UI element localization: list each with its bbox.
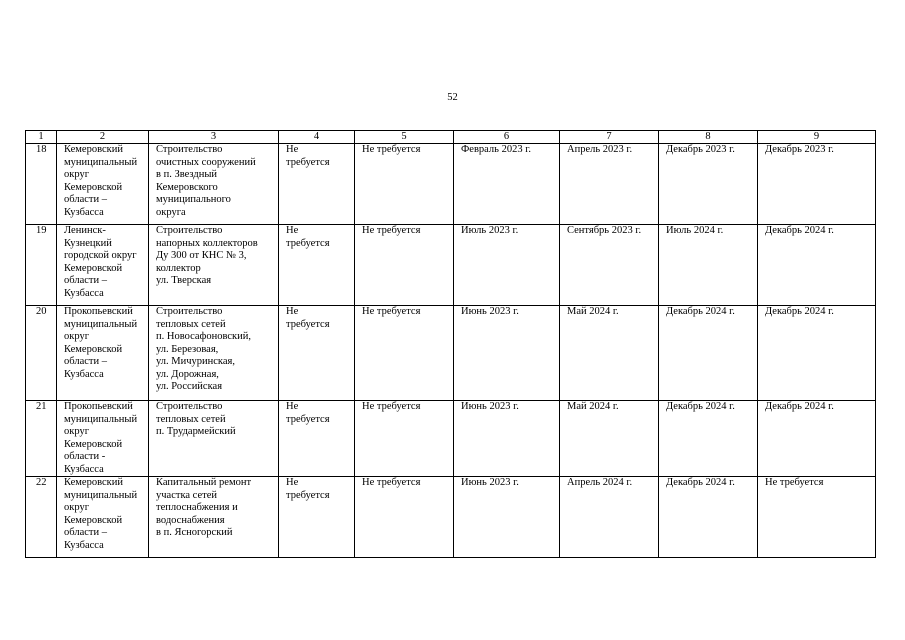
row-number: 21 [36,401,47,412]
col5-text: Не требуется [362,401,421,412]
territory-text: Ленинск- Кузнецкий городской округ Кемеровской области – Кузбасса [64,225,137,299]
col6-cell [454,306,560,401]
col4-cell [279,401,355,477]
table-row [26,477,876,558]
col7-text: Апрель 2024 г. [567,477,633,488]
col4-text: Не требуется [286,401,330,425]
territory-cell [57,477,149,558]
column-header: 7 [560,131,659,144]
col8-text: Декабрь 2024 г. [666,306,735,317]
territory-cell [57,306,149,401]
row-number: 22 [36,477,47,488]
col4-cell [279,477,355,558]
territory-cell [57,144,149,225]
col6-text: Февраль 2023 г. [461,144,531,155]
column-header: 5 [355,131,454,144]
col6-text: Июнь 2023 г. [461,477,519,488]
row-number: 20 [36,306,47,317]
col7-text: Май 2024 г. [567,401,619,412]
col5-text: Не требуется [362,225,421,236]
col9-text: Декабрь 2023 г. [765,144,834,155]
row-number-cell [26,144,57,225]
col9-cell [758,306,876,401]
territory-cell [57,225,149,306]
object-text: Строительство очистных сооружений в п. Звездный Кемеровского муниципального округа [156,144,256,218]
col6-cell [454,144,560,225]
col8-cell [659,225,758,306]
col5-text: Не требуется [362,144,421,155]
territory-cell [57,401,149,477]
col4-cell [279,144,355,225]
col9-cell [758,225,876,306]
col5-text: Не требуется [362,306,421,317]
object-cell [149,477,279,558]
object-cell [149,401,279,477]
col6-text: Июль 2023 г. [461,225,519,236]
object-cell [149,306,279,401]
table-row [26,225,876,306]
col5-cell [355,225,454,306]
col9-cell [758,401,876,477]
col6-text: Июнь 2023 г. [461,401,519,412]
col9-text: Декабрь 2024 г. [765,401,834,412]
page-number: 52 [447,92,458,103]
column-header: 2 [57,131,149,144]
row-number-cell [26,306,57,401]
col4-text: Не требуется [286,144,330,168]
col5-cell [355,401,454,477]
object-cell [149,144,279,225]
col7-cell [560,477,659,558]
column-header: 8 [659,131,758,144]
col5-text: Не требуется [362,477,421,488]
col9-cell [758,477,876,558]
col5-cell [355,144,454,225]
table-row [26,306,876,401]
col7-cell [560,401,659,477]
col7-cell [560,306,659,401]
object-cell [149,225,279,306]
col7-cell [560,144,659,225]
col7-text: Сентябрь 2023 г. [567,225,642,236]
column-header: 1 [26,131,57,144]
col8-text: Июль 2024 г. [666,225,724,236]
row-number: 19 [36,225,47,236]
column-header: 6 [454,131,560,144]
territory-text: Кемеровский муниципальный округ Кемеровской области – Кузбасса [64,477,138,551]
col8-text: Декабрь 2024 г. [666,477,735,488]
col6-text: Июнь 2023 г. [461,306,519,317]
col7-cell [560,225,659,306]
row-number-cell [26,401,57,477]
col7-text: Апрель 2023 г. [567,144,633,155]
object-text: Строительство тепловых сетей п. Новосафоновский, ул. Березовая, ул. Мичуринская, ул. Дорожная, ул. Российская [156,306,251,392]
col9-cell [758,144,876,225]
col9-text: Декабрь 2024 г. [765,306,834,317]
col4-text: Не требуется [286,477,330,501]
table-header-row [26,131,876,144]
object-text: Строительство напорных коллекторов Ду 300 от КНС № 3, коллектор ул. Тверская [156,225,258,286]
col8-cell [659,477,758,558]
col6-cell [454,477,560,558]
col4-cell [279,306,355,401]
row-number: 18 [36,144,47,155]
col8-cell [659,401,758,477]
row-number-cell [26,477,57,558]
column-header: 3 [149,131,279,144]
col9-text: Не требуется [765,477,824,488]
col8-cell [659,144,758,225]
col8-text: Декабрь 2023 г. [666,144,735,155]
column-header: 4 [279,131,355,144]
schedule-table [25,130,876,558]
col5-cell [355,306,454,401]
col6-cell [454,401,560,477]
col5-cell [355,477,454,558]
table-row [26,401,876,477]
territory-text: Прокопьевский муниципальный округ Кемеровской области - Кузбасса [64,401,138,475]
column-header: 9 [758,131,876,144]
row-number-cell [26,225,57,306]
col9-text: Декабрь 2024 г. [765,225,834,236]
object-text: Строительство тепловых сетей п. Трудармейский [156,401,236,437]
col4-cell [279,225,355,306]
table-row [26,144,876,225]
col4-text: Не требуется [286,306,330,330]
col8-cell [659,306,758,401]
territory-text: Кемеровский муниципальный округ Кемеровской области – Кузбасса [64,144,138,218]
territory-text: Прокопьевский муниципальный округ Кемеровской области – Кузбасса [64,306,138,380]
object-text: Капитальный ремонт участка сетей теплоснабжения и водоснабжения в п. Ясногорский [156,477,252,538]
col8-text: Декабрь 2024 г. [666,401,735,412]
col7-text: Май 2024 г. [567,306,619,317]
col6-cell [454,225,560,306]
col4-text: Не требуется [286,225,330,249]
